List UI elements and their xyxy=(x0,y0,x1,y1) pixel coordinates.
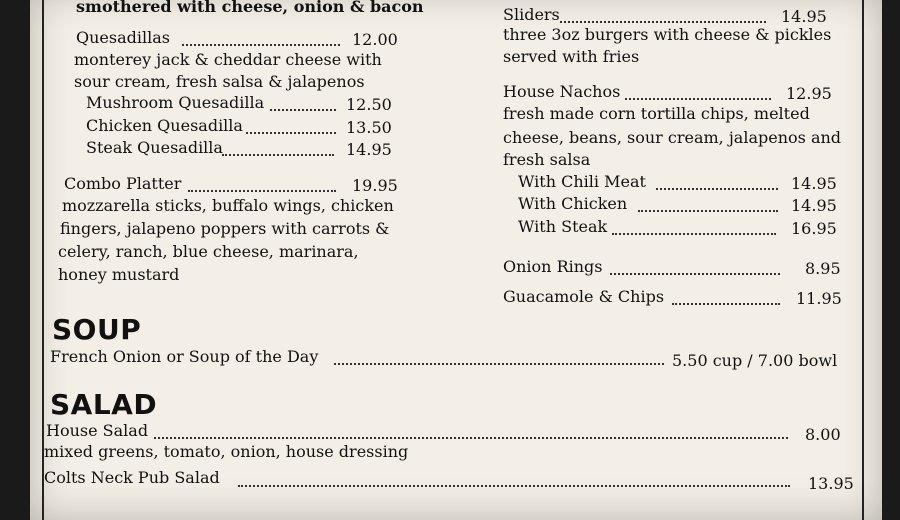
sliders-desc-2: served with fries xyxy=(503,47,640,66)
combo-desc-3: celery, ranch, blue cheese, marinara, xyxy=(58,242,359,261)
colts-neck-salad-price: 13.95 xyxy=(808,474,854,493)
onion-rings-price: 8.95 xyxy=(805,259,841,278)
house-nachos-price: 12.95 xyxy=(786,84,832,103)
with-steak-price: 16.95 xyxy=(791,219,837,238)
guacamole-chips-price: 11.95 xyxy=(796,289,842,308)
quesadillas-price: 12.00 xyxy=(352,30,398,49)
steak-quesadilla-price: 14.95 xyxy=(346,140,392,159)
house-salad-price: 8.00 xyxy=(805,425,841,444)
leader-dots xyxy=(610,273,780,275)
house-salad-desc: mixed greens, tomato, onion, house dressing xyxy=(44,442,409,461)
combo-platter-price: 19.95 xyxy=(352,176,398,195)
quesadillas-desc-1: monterey jack & cheddar cheese with xyxy=(74,50,382,69)
sliders-price: 14.95 xyxy=(781,7,827,26)
leader-dots xyxy=(334,363,664,365)
sliders-name: Sliders xyxy=(503,5,560,24)
combo-desc-2: fingers, jalapeno poppers with carrots & xyxy=(60,219,390,238)
with-chicken-name: With Chicken xyxy=(518,194,628,213)
leader-dots xyxy=(625,98,771,100)
house-salad-name: House Salad xyxy=(46,421,149,440)
soup-price: 5.50 cup / 7.00 bowl xyxy=(672,351,838,370)
combo-desc-4: honey mustard xyxy=(58,265,180,284)
soup-name: French Onion or Soup of the Day xyxy=(50,347,319,366)
nachos-desc-3: fresh salsa xyxy=(503,150,591,169)
leader-dots xyxy=(638,210,778,212)
leader-dots xyxy=(672,303,780,305)
chicken-quesadilla-price: 13.50 xyxy=(346,118,392,137)
guacamole-chips-name: Guacamole & Chips xyxy=(503,287,665,306)
combo-platter-name: Combo Platter xyxy=(64,174,182,193)
leader-dots xyxy=(222,154,334,156)
chili-meat-price: 14.95 xyxy=(791,174,837,193)
quesadillas-name: Quesadillas xyxy=(76,28,170,47)
leader-dots xyxy=(182,44,340,46)
house-nachos-name: House Nachos xyxy=(503,82,621,101)
mushroom-quesadilla-name: Mushroom Quesadilla xyxy=(86,93,265,112)
onion-rings-name: Onion Rings xyxy=(503,257,603,276)
chicken-quesadilla-name: Chicken Quesadilla xyxy=(86,116,243,135)
leader-dots xyxy=(560,21,766,23)
leader-dots xyxy=(270,109,336,111)
leader-dots xyxy=(238,485,790,487)
quesadillas-desc-2: sour cream, fresh salsa & jalapenos xyxy=(74,72,365,91)
mushroom-quesadilla-price: 12.50 xyxy=(346,95,392,114)
leader-dots xyxy=(612,233,776,235)
with-steak-name: With Steak xyxy=(518,217,608,236)
soup-heading: SOUP xyxy=(52,313,142,346)
leader-dots xyxy=(656,188,778,190)
leader-dots xyxy=(188,190,336,192)
sliders-desc-1: three 3oz burgers with cheese & pickles xyxy=(503,25,832,44)
leader-dots xyxy=(154,437,788,439)
combo-desc-1: mozzarella sticks, buffalo wings, chicken xyxy=(62,196,394,215)
nachos-desc-1: fresh made corn tortilla chips, melted xyxy=(503,104,810,123)
leader-dots xyxy=(246,132,336,134)
nachos-desc-2: cheese, beans, sour cream, jalapenos and xyxy=(503,128,842,147)
with-chicken-price: 14.95 xyxy=(791,196,837,215)
chili-meat-name: With Chili Meat xyxy=(518,172,646,191)
intro-description: smothered with cheese, onion & bacon xyxy=(76,0,424,16)
salad-heading: SALAD xyxy=(50,388,158,421)
steak-quesadilla-name: Steak Quesadilla xyxy=(86,138,223,157)
colts-neck-salad-name: Colts Neck Pub Salad xyxy=(44,468,220,487)
